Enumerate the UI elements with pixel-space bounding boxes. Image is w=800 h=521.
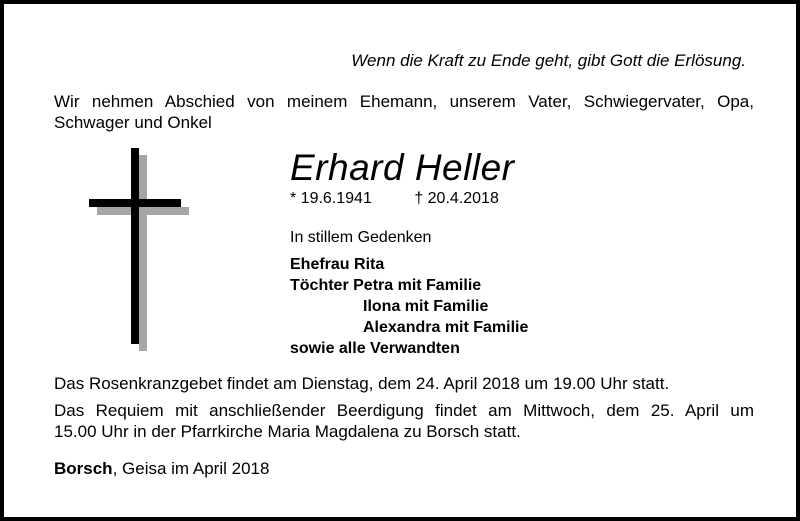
intro-line-1: Wir nehmen Abschied von meinem Ehemann, unserem Vater, Schwiegervater, Opa, xyxy=(54,92,754,111)
requiem-line-1: Das Requiem mit anschließender Beerdigung findet am Mittwoch, dem 25. April um xyxy=(54,401,754,420)
requiem-line-2: 15.00 Uhr in der Pfarrkirche Maria Magdalena zu Borsch statt. xyxy=(54,422,521,441)
deceased-name: Erhard Heller xyxy=(290,147,515,188)
mourner-line: sowie alle Verwandten xyxy=(290,340,460,357)
mourner-line: Ehefrau Rita xyxy=(290,256,385,273)
cross-shadow-vertical xyxy=(139,155,147,351)
signature-line xyxy=(54,459,269,479)
rosary-note: Das Rosenkranzgebet findet am Dienstag, dem 24. April 2018 um 19.00 Uhr statt. xyxy=(54,374,670,393)
mourner-line: Töchter Petra mit Familie xyxy=(290,277,482,294)
intro-text xyxy=(54,91,754,133)
intro-line-2: Schwager und Onkel xyxy=(54,113,212,132)
signature-rest: , Geisa im April 2018 xyxy=(112,459,270,478)
mourning-heading: In stillem Gedenken xyxy=(290,229,432,246)
motto-quote: Wenn die Kraft zu Ende geht, gibt Gott die Erlösung. xyxy=(351,51,746,70)
cross-horizontal xyxy=(89,199,181,207)
cross-vertical xyxy=(131,148,139,344)
life-dates xyxy=(290,190,499,208)
cross-shadow-horizontal xyxy=(97,207,189,215)
death-date: † 20.4.2018 xyxy=(414,190,499,207)
mourners-list xyxy=(290,254,528,359)
birth-date: * 19.6.1941 xyxy=(290,190,372,207)
mourner-line: Alexandra mit Familie xyxy=(363,319,529,336)
requiem-note xyxy=(54,400,754,442)
signature-place: Borsch xyxy=(54,459,113,478)
mourner-line: Ilona mit Familie xyxy=(363,298,489,315)
cross-icon xyxy=(88,146,198,351)
